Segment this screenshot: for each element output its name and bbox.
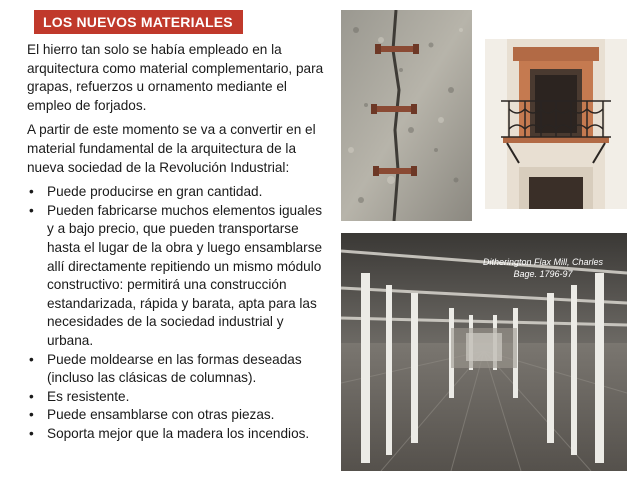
stone-clamps-photo [341, 10, 472, 221]
iron-balcony-photo [485, 39, 627, 209]
photo-caption: Ditherington Flax Mill, Charles Bage. 1796-97 [482, 257, 604, 279]
list-item: • Puede moldearse en las formas deseadas (incluso las clásicas de columnas). [27, 351, 331, 388]
list-item: • Puede ensamblarse con otras piezas. [27, 406, 331, 425]
slide-title: LOS NUEVOS MATERIALES [34, 10, 243, 34]
list-item: • Soporta mejor que la madera los incendios. [27, 425, 331, 444]
intro-paragraph: El hierro tan solo se había empleado en la arquitectura como material complementario, para grapas, refuerzos u ornamento mediante el empleo de forjados. [27, 42, 324, 113]
body-text [27, 41, 331, 443]
list-item: • Es resistente. [27, 388, 331, 407]
list-item: • Puede producirse en gran cantidad. [27, 183, 331, 202]
list-item: • Pueden fabricarse muchos elementos iguales y a bajo precio, que pueden transportarse hasta el lugar de la obra y luego ensamblarse allí directamente repitiendo un mismo módulo constructivo: permitirá una construcción estandarizada, rápida y barata, apta para las necesidades de la sociedad industrial y urbana. [27, 202, 331, 351]
context-paragraph: A partir de este momento se va a convertir en el material fundamental de la arquitectura de la nueva sociedad de la Revolución Industrial: [27, 122, 316, 175]
properties-list [27, 183, 331, 443]
